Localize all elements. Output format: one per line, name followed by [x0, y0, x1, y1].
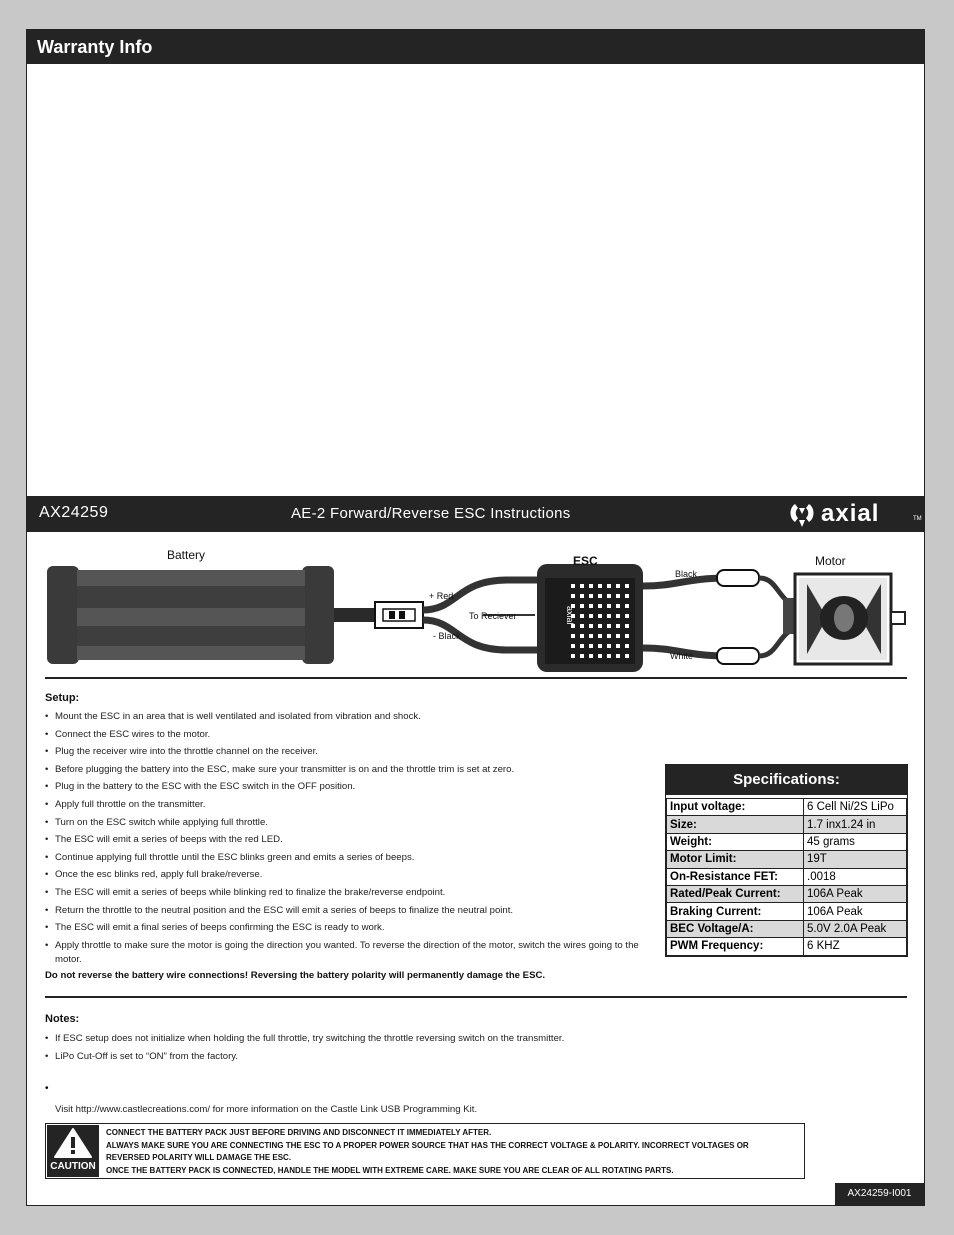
warranty-header	[27, 30, 924, 64]
document-title: AE-2 Forward/Reverse ESC Instructions	[291, 505, 571, 522]
castle-link-note: Visit http://www.castlecreations.com/ for more information on the Castle Link USB Programming Kit.	[55, 1104, 478, 1115]
divider	[45, 677, 907, 679]
table-row	[667, 920, 907, 937]
warning-triangle-icon	[47, 1125, 99, 1161]
setup-title: Setup:	[45, 692, 80, 704]
warranty-title: Warranty Info	[37, 37, 153, 57]
table-row	[667, 799, 907, 816]
list-item: • Mount the ESC in an area that is well ventilated and isolated from vibration and shock.	[45, 708, 655, 726]
spec-key: Input voltage:	[667, 799, 804, 816]
table-row	[667, 833, 907, 850]
table-row	[667, 816, 907, 833]
motor	[783, 574, 905, 664]
spec-value: 106A Peak	[804, 903, 907, 920]
motor-connector-top	[717, 570, 759, 586]
caution-line: ALWAYS MAKE SURE YOU ARE CONNECTING THE ESC TO A PROPER POWER SOURCE THAT HAS THE CORRECT VOLTAGE & POLARITY. INCORRECT VOLTAGES OR	[106, 1140, 749, 1150]
list-item: • Continue applying full throttle until the ESC blinks green and emits a series of beeps.	[45, 849, 655, 867]
spec-key: BEC Voltage/A:	[667, 920, 804, 937]
battery-pack	[47, 566, 334, 664]
caution-box	[45, 1123, 805, 1179]
battery-label: Battery	[167, 548, 206, 562]
spec-key: Motor Limit:	[667, 851, 804, 868]
list-item: • Once the esc blinks red, apply full brake/reverse.	[45, 866, 655, 884]
battery-connector	[375, 602, 423, 628]
list-item: • If ESC setup does not initialize when holding the full throttle, try switching the throttle reversing switch on the transmitter.	[45, 1030, 905, 1048]
trademark: TM	[913, 516, 922, 522]
minus-black-label: - Black	[433, 631, 461, 641]
spec-key: Weight:	[667, 833, 804, 850]
list-item: • Connect the ESC wires to the motor.	[45, 726, 655, 744]
polarity-warning: Do not reverse the battery wire connections! Reversing the battery polarity will permanently damage the ESC.	[45, 970, 546, 981]
part-number: AX24259	[39, 504, 109, 521]
list-item: • The ESC will emit a series of beeps with the red LED.	[45, 831, 655, 849]
motor-connector-bottom	[717, 648, 759, 664]
table-row	[667, 885, 907, 902]
plus-red-label: + Red	[429, 591, 454, 601]
spec-value: 6 KHZ	[804, 938, 907, 955]
table-row	[667, 938, 907, 955]
caution-text	[106, 1127, 749, 1177]
wiring-diagram	[37, 538, 917, 678]
table-row	[667, 868, 907, 885]
spec-key: Rated/Peak Current:	[667, 885, 804, 902]
empty-bullet: •	[45, 1083, 49, 1094]
spec-value: 6 Cell Ni/2S LiPo	[804, 799, 907, 816]
esc-brand: axial	[565, 606, 575, 625]
list-item: • The ESC will emit a final series of beeps confirming the ESC is ready to work.	[45, 919, 655, 937]
specifications-table	[665, 764, 908, 957]
list-item: • Plug in the battery to the ESC with the ESC switch in the OFF position.	[45, 778, 655, 796]
notes-title: Notes:	[45, 1013, 80, 1025]
spec-key: Size:	[667, 816, 804, 833]
esc-label: ESC	[573, 554, 598, 568]
notes-list	[45, 1030, 905, 1065]
table-row	[667, 903, 907, 920]
white-wire-label: White	[670, 651, 694, 661]
document-code: AX24259-I001	[835, 1183, 924, 1205]
caution-badge	[47, 1125, 99, 1177]
list-item: • The ESC will emit a series of beeps while blinking red to finalize the brake/reverse endpoint.	[45, 884, 655, 902]
black-wire-label: Black	[675, 569, 698, 579]
list-item: • Plug the receiver wire into the throttle channel on the receiver.	[45, 743, 655, 761]
to-receiver-label: To Reciever	[469, 611, 517, 621]
spec-value: .0018	[804, 868, 907, 885]
axial-logo-icon	[787, 500, 817, 530]
spec-value: 5.0V 2.0A Peak	[804, 920, 907, 937]
axial-logo	[787, 500, 923, 530]
battery-lead	[334, 608, 374, 622]
list-item: • Apply full throttle on the transmitter.	[45, 796, 655, 814]
specifications-title: Specifications:	[666, 765, 907, 795]
spec-key: Braking Current:	[667, 903, 804, 920]
list-item: • LiPo Cut-Off is set to “ON” from the factory.	[45, 1048, 905, 1066]
spec-value: 1.7 inx1.24 in	[804, 816, 907, 833]
spec-key: On-Resistance FET:	[667, 868, 804, 885]
list-item: • Return the throttle to the neutral position and the ESC will emit a series of beeps to finalize the neutral point.	[45, 902, 655, 920]
caution-line: ONCE THE BATTERY PACK IS CONNECTED, HANDLE THE MODEL WITH EXTREME CARE. MAKE SURE YOU ARE CLEAR OF ALL ROTATING PARTS.	[106, 1165, 674, 1175]
caution-label: CAUTION	[50, 1161, 96, 1172]
motor-label: Motor	[815, 554, 846, 568]
setup-list	[45, 708, 655, 968]
divider	[45, 996, 907, 998]
list-item: • Before plugging the battery into the ESC, make sure your transmitter is on and the throttle trim is set at zero.	[45, 761, 655, 779]
caution-line: CONNECT THE BATTERY PACK JUST BEFORE DRIVING AND DISCONNECT IT IMMEDIATELY AFTER.	[106, 1128, 492, 1137]
spec-key: PWM Frequency:	[667, 938, 804, 955]
esc-unit	[537, 564, 643, 672]
table-row	[667, 851, 907, 868]
esc-instructions-header	[27, 496, 924, 532]
caution-line: REVERSED POLARITY WILL DAMAGE THE ESC.	[106, 1153, 292, 1162]
instruction-page	[26, 29, 925, 1206]
spec-value: 19T	[804, 851, 907, 868]
list-item: • Apply throttle to make sure the motor is going the direction you wanted. To reverse the direction of the motor, switch the wires going to the motor.	[45, 937, 655, 968]
axial-logo-text: axial	[821, 500, 880, 527]
spec-value: 106A Peak	[804, 885, 907, 902]
spec-value: 45 grams	[804, 833, 907, 850]
list-item: • Turn on the ESC switch while applying full throttle.	[45, 814, 655, 832]
